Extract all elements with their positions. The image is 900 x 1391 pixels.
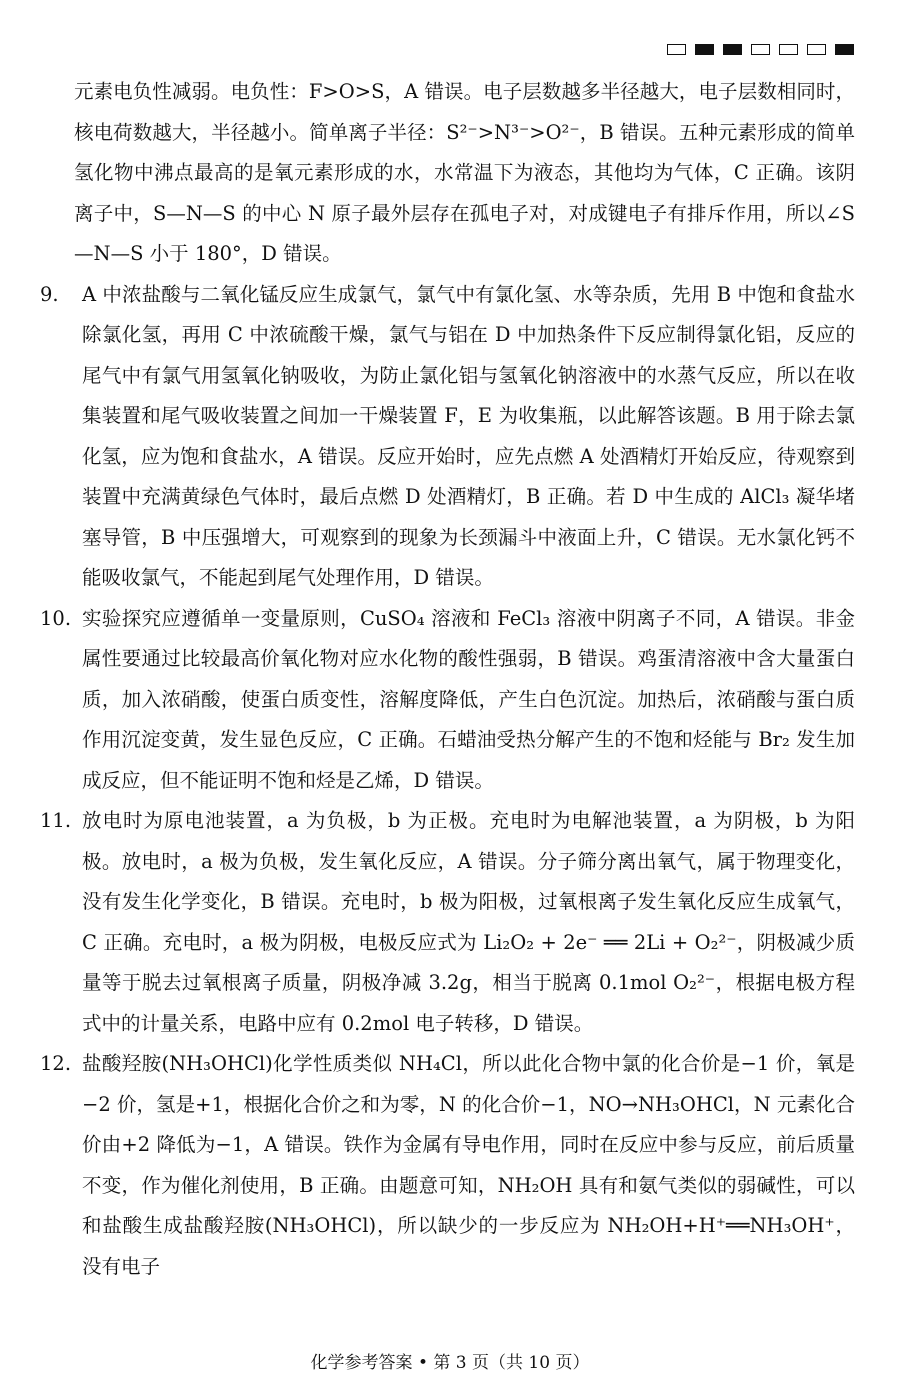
item-text: 实验探究应遵循单一变量原则，CuSO₄ 溶液和 FeCl₃ 溶液中阴离子不同，A 错误。非金属性要通过比较最高价氧化物对应水化物的酸性强弱，B 错误。鸡蛋清溶液中含大量蛋白质，加入浓硝酸，使蛋白质变性，溶解度降低，产生白色沉淀。加热后，浓硝酸与蛋白质作用沉淀变黄，发生显色反应，C 正确。石蜡油受热分解产生的不饱和烃能与 Br₂ 发生加成反应，但不能证明不饱和烃是乙烯，D 错误。 (82, 606, 855, 792)
item-number: 9. (40, 282, 59, 306)
header-mark (751, 44, 770, 55)
answer-item-11 (40, 801, 855, 1044)
item-number: 12. (40, 1052, 72, 1075)
header-mark (807, 44, 826, 55)
item-number: 10. (40, 606, 72, 630)
continuation-paragraph: 元素电负性减弱。电负性：F>O>S，A 错误。电子层数越多半径越大，电子层数相同时，核电荷数越大，半径越小。简单离子半径：S²⁻>N³⁻>O²⁻，B 错误。五种元素形成的简单氢化物中沸点最高的是氧元素形成的水，水常温下为液态，其他均为气体，C 正确。该阴离子中，S—N—S 的中心 N 原子最外层存在孤电子对，对成键电子有排斥作用，所以∠S—N—S 小于 180°，D 错误。 (74, 80, 855, 265)
answer-item-12 (40, 1044, 855, 1287)
item-text: 盐酸羟胺(NH₃OHCl)化学性质类似 NH₄Cl，所以此化合物中氯的化合价是−1 价，氧是−2 价，氢是+1，根据化合价之和为零，N 的化合价−1，NO→NH₃OHCl，N 元素化合价由+2 降低为−1，A 错误。铁作为金属有导电作用，同时在反应中参与反应，前后质量不变，作为催化剂使用，B 正确。由题意可知，NH₂OH 具有和氨气类似的弱碱性，可以和盐酸生成盐酸羟胺(NH₃OHCl)，所以缺少的一步反应为 NH₂OH+H⁺══NH₃OH⁺，没有电子 (82, 1052, 855, 1278)
header-mark (723, 44, 742, 55)
header-mark (695, 44, 714, 55)
header-marks (667, 44, 854, 55)
page-footer: 化学参考答案 • 第 3 页（共 10 页） (310, 1353, 590, 1373)
answer-content (40, 72, 855, 1287)
header-mark (835, 44, 854, 55)
answer-item-10 (40, 599, 855, 802)
item-text: A 中浓盐酸与二氧化锰反应生成氯气，氯气中有氯化氢、水等杂质，先用 B 中饱和食盐水除氯化氢，再用 C 中浓硫酸干燥，氯气与铝在 D 中加热条件下反应制得氯化铝，反应的尾气中有氯气用氢氧化钠吸收，为防止氯化铝与氢氧化钠溶液中的水蒸气反应，所以在收集装置和尾气吸收装置之间加一干燥装置 F，E 为收集瓶，以此解答该题。B 用于除去氯化氢，应为饱和食盐水，A 错误。反应开始时，应先点燃 A 处酒精灯开始反应，待观察到装置中充满黄绿色气体时，最后点燃 D 处酒精灯，B 正确。若 D 中生成的 AlCl₃ 凝华堵塞导管，B 中压强增大，可观察到的现象为长颈漏斗中液面上升，C 错误。无水氯化钙不能吸收氯气，不能起到尾气处理作用，D 错误。 (82, 282, 855, 589)
header-mark (667, 44, 686, 55)
item-number: 11. (40, 809, 72, 832)
item-text: 放电时为原电池装置，a 为负极，b 为正极。充电时为电解池装置，a 为阴极，b 为阳极。放电时，a 极为负极，发生氧化反应，A 错误。分子筛分离出氧气，属于物理变化，没有发生化学变化，B 错误。充电时，b 极为阳极，过氧根离子发生氧化反应生成氧气，C 正确。充电时，a 极为阴极，电极反应式为 Li₂O₂ + 2e⁻ ══ 2Li + O₂²⁻，阴极减少质量等于脱去过氧根离子质量，阴极净减 3.2g，相当于脱离 0.1mol O₂²⁻，根据电极方程式中的计量关系，电路中应有 0.2mol 电子转移，D 错误。 (82, 809, 855, 1035)
answer-item-9 (40, 275, 855, 599)
header-mark (779, 44, 798, 55)
